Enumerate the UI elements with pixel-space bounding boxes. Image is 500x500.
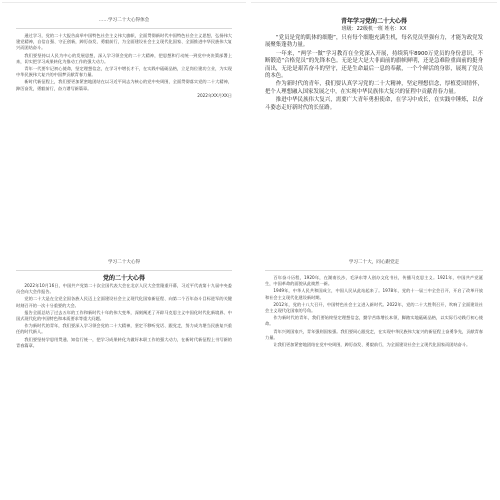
page-1-signature: 2022年XX月XX日 (197, 92, 232, 98)
document-page-1 (2, 2, 246, 248)
document-page-4 (251, 252, 497, 498)
page-1-paragraph: 新时代新征程上，我们要更加紧密地团结在以习近平同志为核心的党中央周围，全面贯彻落实党的二十大精神，踔厉奋发，勇毅前行，奋力谱写新篇章。 (16, 79, 232, 91)
divider (265, 270, 483, 271)
divider (16, 270, 232, 271)
page-4-paragraph: 作为新时代的青年，我们要始终坚定理想信念，勤学苦练增长本领，脚踏实地砥砺品格，以实际行动践行初心使命。 (265, 315, 483, 327)
page-1-paragraph: 通过学习，党的二十大报告高举中国特色社会主义伟大旗帜，全面贯彻新时代中国特色社会主义思想，弘扬伟大建党精神，自信自强、守正创新，踔厉奋发、勇毅前行，为全面建设社会主义现代化国家、全面推进中华民族伟大复兴而团结奋斗。 (16, 33, 232, 51)
page-3-paragraph: 报告全面总结了过去五年的工作和新时代十年的伟大变革，深刻阐述了开辟马克思主义中国化时代化新境界、中国式现代化的中国特色和本质要求等重大问题。 (16, 309, 232, 322)
document-page-3 (2, 252, 246, 498)
page-4-paragraph: 2012年，党的十八大召开，中国特色社会主义进入新时代。2022年，党的二十大胜利召开，吹响了全面建设社会主义现代化国家的号角。 (265, 301, 483, 314)
page-top-border (2, 2, 246, 3)
page-3-paragraph: 党的二十大是在全党全国各族人民迈上全面建设社会主义现代化国家新征程、向第二个百年奋斗目标进军的关键时刻召开的一次十分重要的大会。 (16, 296, 232, 308)
page-4-paragraph: 让我们更加紧密地团结在党中央周围，踔厉奋发、勇毅前行，为全面建设社会主义现代化国家而团结奋斗。 (273, 342, 471, 348)
page-2-paragraph: 作为新时代的青年，我们要认真学习党的二十大精神，坚定理想信念，厚植爱国情怀，把个人理想融入国家发展之中，在实现中华民族伟大复兴的征程中贡献青春力量。 (265, 81, 483, 95)
page-3-title: 党的二十大心得 (102, 275, 145, 282)
page-top-border (251, 2, 497, 3)
page-4-paragraph: 1949年，中华人民共和国成立，中国人民从此站起来了。1978年，党的十一届三中全会召开，开启了改革开放和社会主义现代化建设新时期。 (265, 288, 483, 300)
page-1-paragraph: 我们要坚持以人民为中心的发展思想，深入学习领会党的二十大精神，把思想和行动统一到党中央决策部署上来，切实把学习成果转化为推动工作的强大动力。 (16, 52, 232, 64)
page-4-header: 学习二十大，同心跟党走 (348, 260, 400, 265)
page-1-header: ……学习二十大心得体会 (98, 18, 150, 23)
page-3-paragraph: 我们要坚持学思用贯通、知信行统一，把学习成果转化为做好本职工作的强大动力，在新时代新征程上书写新的青春篇章。 (16, 336, 232, 348)
page-1-paragraph: 青年一代要牢记初心使命，坚定理想信念，在学习中增长才干，在实践中砥砺品格，立足岗位建功立业，为实现中华民族伟大复兴的中国梦贡献青春力量。 (16, 66, 232, 78)
page-3-paragraph: 2022年10月16日，中国共产党第二十次全国代表大会在北京人民大会堂隆重开幕，习近平代表第十九届中央委员会向大会作报告。 (16, 283, 232, 295)
page-4-paragraph: 百年奋斗历程，1920年，在湖南长沙，毛泽东等人创办文化书社，传播马克思主义。1921年，中国共产党诞生，中国革命的面貌从此焕然一新。 (265, 275, 483, 287)
document-page-2 (251, 2, 497, 248)
divider (16, 28, 232, 29)
page-2-paragraph: “党员是党的肌体的细胞”，只有每个细胞充满生机，每名党员坚强有力，才能为政党发展聚集蓬勃力量。 (265, 35, 483, 49)
page-4-paragraph: 青年兴则国家兴，青年强则国家强。我们要同心跟党走，在实现中华民族伟大复兴的新征程上奋勇争先，贡献青春力量。 (265, 328, 483, 340)
page-2-title: 青年学习党的二十大心得 (340, 18, 407, 25)
page-2-paragraph: 推进中华民族伟大复兴，需要广大青年勇担使命，在学习中成长，在实践中锤炼，以奋斗姿态走好新时代的长征路。 (265, 97, 483, 111)
page-3-paragraph: 作为新时代的青年，我们要深入学习领会党的二十大精神，坚定不移听党话、跟党走，努力成为堪当民族复兴重任的时代新人。 (16, 323, 232, 335)
page-2-paragraph: 一年来，“两学一做”学习教育在全党深入开展，持续筑牢8900万党员的身份意识，不断锻造“合格党员”的先锋本色。无论是大是大非面前的旗帜鲜明，还是急难险重面前的挺身而出，无论是艰苦奋斗的坚守，还是生命最后一息的奉献，一个个鲜活的身影，展现了党员的本色。 (265, 50, 483, 80)
page-3-header: 学习二十大心得 (107, 260, 141, 265)
page-2-subtitle: 班级：22级机一班 姓名：XX (341, 26, 407, 32)
